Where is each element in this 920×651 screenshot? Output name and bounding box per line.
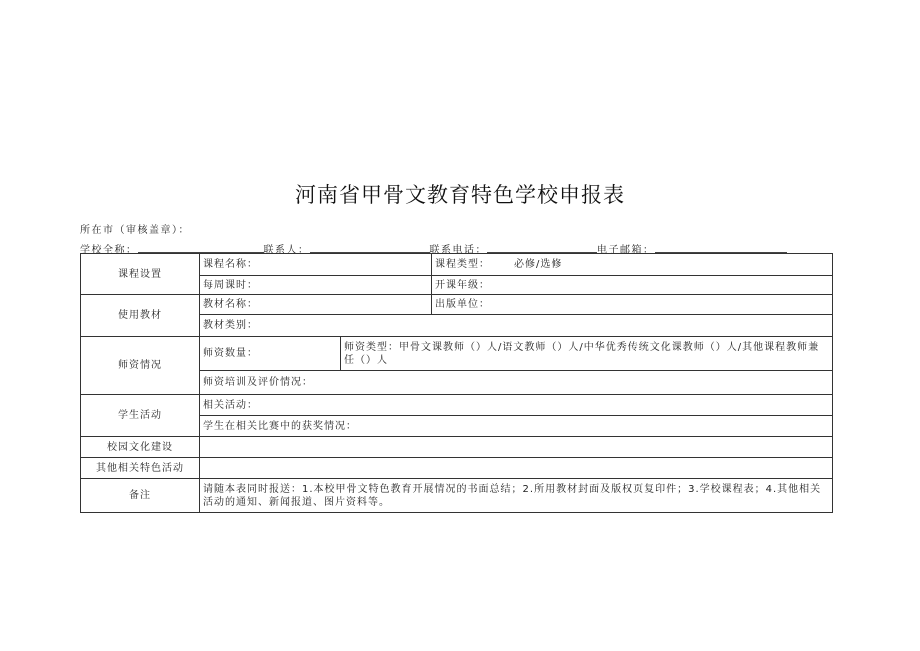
application-table xyxy=(80,253,833,513)
table-row xyxy=(81,479,833,513)
school-name-field[interactable] xyxy=(138,243,264,253)
related-activities-cell[interactable]: 相关活动： xyxy=(200,395,833,416)
course-setting-label: 课程设置 xyxy=(81,254,200,295)
other-activities-cell[interactable] xyxy=(200,458,833,479)
textbook-name-cell[interactable]: 教材名称： xyxy=(200,295,432,315)
contact-person-field[interactable] xyxy=(310,243,430,253)
email-label: 电子邮箱： xyxy=(597,245,655,256)
remarks-cell: 请随本表同时报送：1.本校甲骨文特色教育开展情况的书面总结；2.所用教材封面及版权页复印件；3.学校课程表；4.其他相关活动的通知、新闻报道、图片资料等。 xyxy=(200,479,833,513)
contact-person-label: 联系人： xyxy=(263,245,310,256)
city-seal-line xyxy=(80,221,190,236)
course-name-cell[interactable]: 课程名称： xyxy=(200,254,432,276)
school-name-label: 学校全称： xyxy=(80,245,138,256)
remarks-label: 备注 xyxy=(81,479,200,513)
campus-culture-label: 校园文化建设 xyxy=(81,437,200,458)
other-activities-label: 其他相关特色活动 xyxy=(81,458,200,479)
table-row xyxy=(81,437,833,458)
table-row xyxy=(81,395,833,416)
publisher-cell[interactable]: 出版单位： xyxy=(432,295,833,315)
table-row xyxy=(81,458,833,479)
email-field[interactable] xyxy=(655,243,787,253)
weekly-hours-cell[interactable]: 每周课时： xyxy=(200,276,432,295)
table-row xyxy=(81,254,833,276)
campus-culture-cell[interactable] xyxy=(200,437,833,458)
teacher-type-cell[interactable]: 师资类型：甲骨文课教师（）人/语文教师（）人/中华优秀传统文化课教师（）人/其他课程教师兼任（）人 xyxy=(341,337,833,371)
table-row xyxy=(81,337,833,371)
course-type-label: 课程类型： xyxy=(435,259,490,270)
course-type-value: 必修/选修 xyxy=(514,259,563,270)
course-type-cell[interactable] xyxy=(432,254,833,276)
textbook-label: 使用教材 xyxy=(81,295,200,337)
teacher-training-cell[interactable]: 师资培训及评价情况： xyxy=(200,371,833,395)
contact-phone-field[interactable] xyxy=(487,243,597,253)
city-seal-label: 所在市（审核盖章）： xyxy=(80,225,190,236)
teachers-label: 师资情况 xyxy=(81,337,200,395)
student-awards-cell[interactable]: 学生在相关比赛中的获奖情况： xyxy=(200,416,833,437)
contact-phone-label: 联系电话： xyxy=(429,245,487,256)
student-activities-label: 学生活动 xyxy=(81,395,200,437)
table-row xyxy=(81,295,833,315)
teacher-count-cell[interactable]: 师资数量： xyxy=(200,337,341,371)
grade-cell[interactable]: 开课年级： xyxy=(432,276,833,295)
textbook-type-cell[interactable]: 教材类别： xyxy=(200,315,833,337)
form-title: 河南省甲骨文教育特色学校申报表 xyxy=(295,183,625,207)
